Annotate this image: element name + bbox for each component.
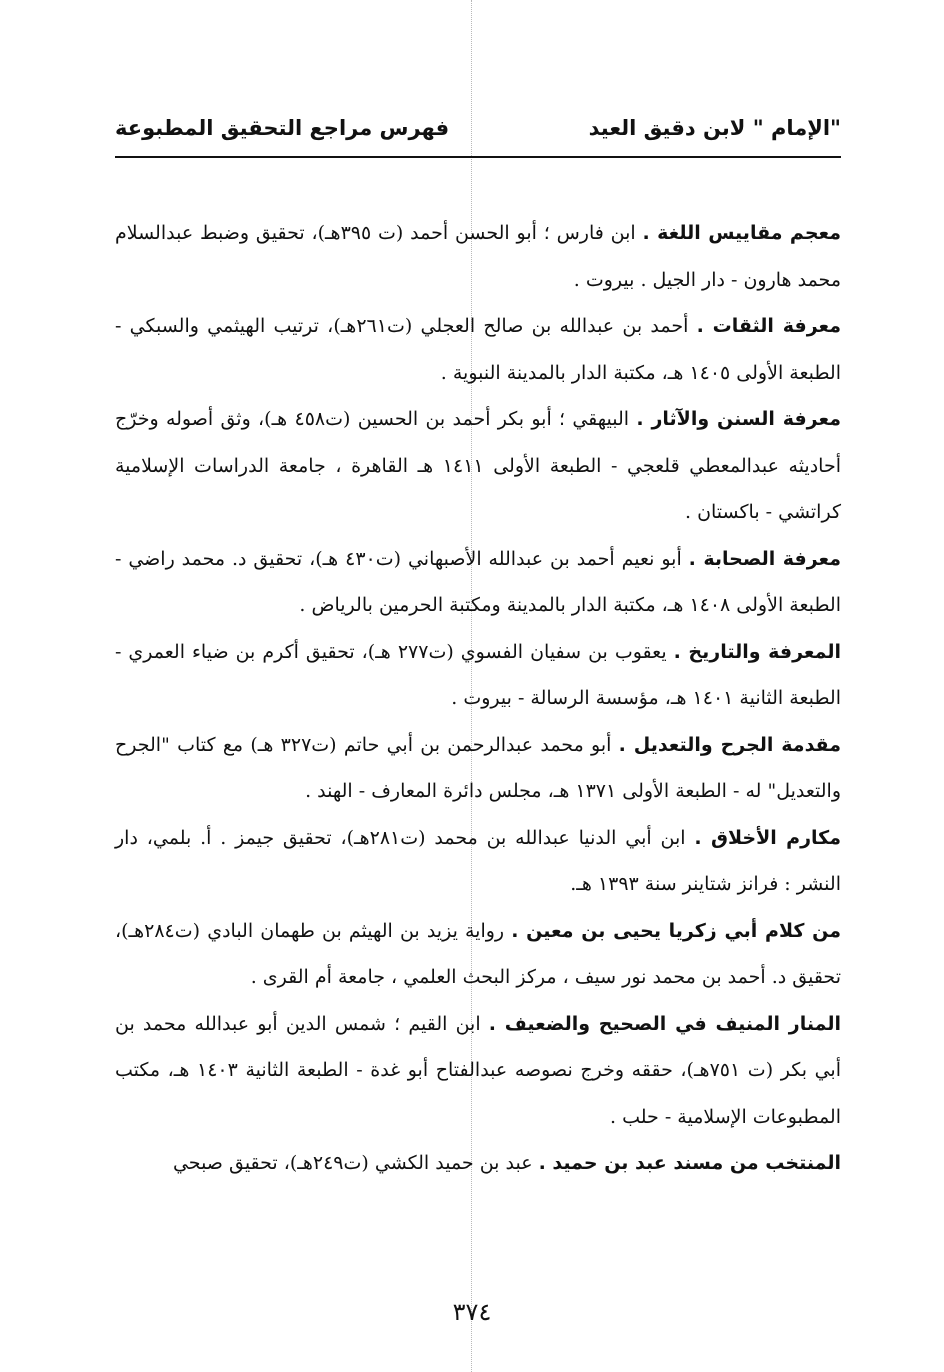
entry-title: المعرفة والتاريخ . xyxy=(673,640,842,663)
entry-title: معرفة السنن والآثار . xyxy=(636,408,841,430)
bibliography-entry xyxy=(115,210,841,303)
entry-text: يعقوب بن سفيان الفسوي (ت٢٧٧ هـ)، تحقيق أكرم بن ضياء العمري - الطبعة الثانية ١٤٠١ هـ، مؤسسة الرسالة - بيروت . xyxy=(115,640,841,709)
bibliography-entry xyxy=(115,629,841,722)
entry-title: معجم مقاييس اللغة . xyxy=(642,222,841,244)
bibliography-entry xyxy=(115,908,841,1001)
entry-text: أبو محمد عبدالرحمن بن أبي حاتم (ت٣٢٧ هـ) مع كتاب "الجرح والتعديل" له - الطبعة الأولى ١٣٧١ هـ، مجلس دائرة المعارف - الهند . xyxy=(115,733,841,802)
header-section-title: فهرس مراجع التحقيق المطبوعة xyxy=(115,116,450,140)
entry-text: عبد بن حميد الكشي (ت٢٤٩هـ)، تحقيق صبحي xyxy=(172,1152,539,1174)
bibliography-entry xyxy=(115,1001,841,1141)
entry-text: البيهقي ؛ أبو بكر أحمد بن الحسين (ت٤٥٨ هـ)، وثق أصوله وخرّج أحاديثه عبدالمعطي قلعجي - الطبعة الأولى ١٤١١ هـ القاهرة ، جامعة الدراسات الإسلامية كراتشي - باكستان . xyxy=(115,408,841,523)
entry-title: مقدمة الجرح والتعديل . xyxy=(618,733,841,756)
entry-title: المنار المنيف في الصحيح والضعيف . xyxy=(488,1012,841,1035)
bibliography-entry xyxy=(115,1140,841,1187)
bibliography-entry xyxy=(115,536,841,629)
bibliography-entry xyxy=(115,396,841,536)
entry-text: رواية يزيد بن الهيثم بن طهمان البادي (ت٢٨٤هـ)، تحقيق د. أحمد بن محمد نور سيف ، مركز البحث العلمي ، جامعة أم القرى . xyxy=(115,919,841,988)
entry-title: مكارم الأخلاق . xyxy=(694,826,841,849)
page-number: ٣٧٤ xyxy=(452,1298,492,1326)
entry-text: أحمد بن عبدالله بن صالح العجلي (ت٢٦١هـ)، ترتيب الهيثمي والسبكي - الطبعة الأولى ١٤٠٥ هـ، مكتبة الدار بالمدينة النبوية . xyxy=(115,315,841,384)
bibliography-entry xyxy=(115,303,841,396)
entry-title: من كلام أبي زكريا يحيى بن معين . xyxy=(511,919,841,942)
bibliography-entry xyxy=(115,722,841,815)
bibliography-list xyxy=(115,210,841,1187)
entry-text: ابن فارس ؛ أبو الحسن أحمد (ت ٣٩٥هـ)، تحقيق وضبط عبدالسلام محمد هارون - دار الجيل . بيروت . xyxy=(115,222,841,291)
entry-text: ابن القيم ؛ شمس الدين أبو عبدالله محمد بن أبي بكر (ت ٧٥١هـ)، حققه وخرج نصوصه عبدالفتاح أبو غدة - الطبعة الثانية ١٤٠٣ هـ، مكتب المطبوعات الإسلامية - حلب . xyxy=(115,1012,841,1128)
running-header xyxy=(115,112,841,158)
bibliography-entry xyxy=(115,815,841,908)
header-book-title: "الإمام " لابن دقيق العيد xyxy=(588,116,841,140)
entry-title: معرفة الثقات . xyxy=(696,315,842,337)
entry-title: معرفة الصحابة . xyxy=(688,547,841,570)
entry-text: ابن أبي الدنيا عبدالله بن محمد (ت٢٨١هـ)، تحقيق جيمز . أ. بلمي، دار النشر : فرانز شتاينر سنة ١٣٩٣ هـ. xyxy=(115,826,841,895)
entry-title: المنتخب من مسند عبد بن حميد . xyxy=(538,1152,841,1174)
entry-text: أبو نعيم أحمد بن عبدالله الأصبهاني (ت٤٣٠ هـ)، تحقيق د. محمد راضي - الطبعة الأولى ١٤٠٨ هـ، مكتبة الدار بالمدينة ومكتبة الحرمين بالرياض . xyxy=(115,547,841,616)
